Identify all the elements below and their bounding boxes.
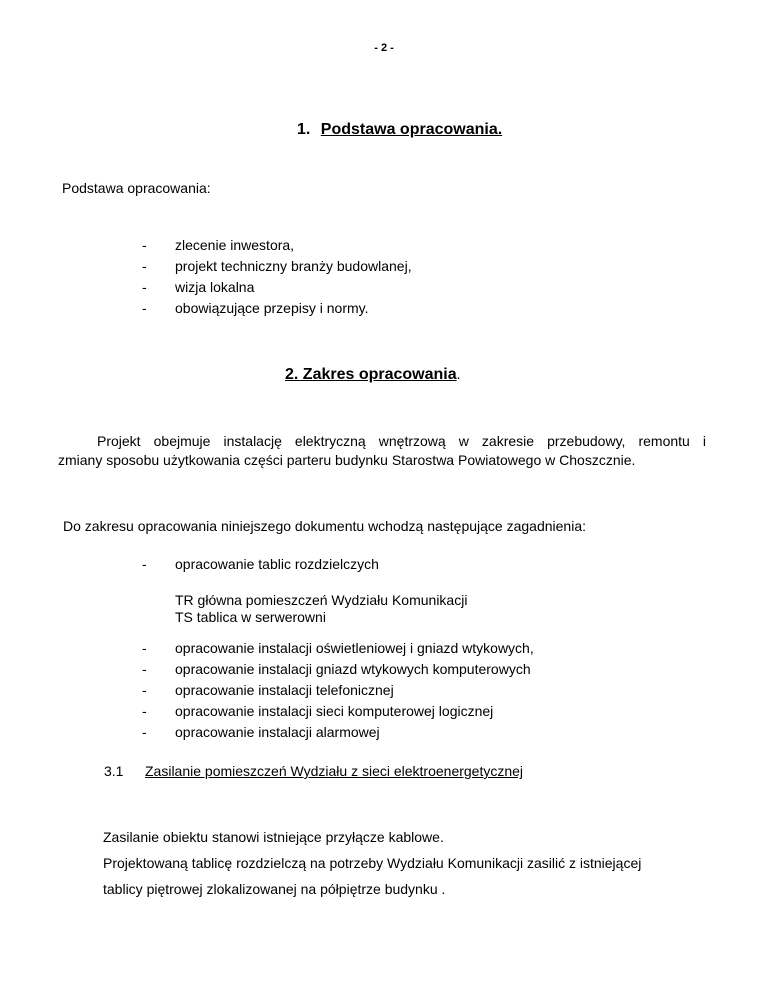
- board-tr: TR główna pomieszczeń Wydziału Komunikacji: [175, 592, 468, 608]
- scope-intro: Do zakresu opracowania niniejszego dokumentu wchodzą następujące zagadnienia:: [63, 518, 587, 534]
- section-1-number: 1.: [297, 121, 311, 138]
- dash-bullet: -: [142, 724, 147, 740]
- dash-bullet: -: [142, 258, 147, 274]
- section-2-title: 2. Zakres opracowania: [285, 366, 457, 383]
- dash-bullet: -: [142, 300, 147, 316]
- board-ts: TS tablica w serwerowni: [175, 609, 326, 625]
- page-number: - 2 -: [374, 42, 394, 54]
- list-item: - opracowanie instalacji oświetleniowej i gniazd wtykowych,: [175, 638, 534, 659]
- scope-first-list: [142, 554, 379, 575]
- body-line: Zasilanie obiektu stanowi istniejące przyłącze kablowe.: [103, 829, 444, 845]
- list-item: - opracowanie instalacji gniazd wtykowych komputerowych: [175, 659, 534, 680]
- section-3-1-number: 3.1: [104, 763, 124, 779]
- scope-list: [142, 638, 534, 743]
- section-2-heading: [285, 366, 461, 384]
- section-1-heading: [297, 121, 502, 139]
- distribution-boards: [175, 592, 467, 626]
- section-1-title: Podstawa opracowania.: [320, 121, 503, 138]
- list-item: - opracowanie instalacji telefonicznej: [175, 680, 534, 701]
- dash-bullet: -: [142, 237, 147, 253]
- section-2-title-suffix: .: [456, 366, 461, 382]
- dash-bullet: -: [142, 556, 147, 572]
- section-3-1-body: [103, 824, 641, 902]
- list-item: - obowiązujące przepisy i normy.: [175, 298, 412, 319]
- dash-bullet: -: [142, 703, 147, 719]
- dash-bullet: -: [142, 661, 147, 677]
- list-item: - wizja lokalna: [175, 277, 412, 298]
- section-3-1-title: Zasilanie pomieszczeń Wydziału z sieci elektroenergetycznej: [145, 763, 524, 779]
- dash-bullet: -: [142, 640, 147, 656]
- body-line: Projektowaną tablicę rozdzielczą na potrzeby Wydziału Komunikacji zasilić z istniejącej: [103, 855, 642, 871]
- dash-bullet: -: [142, 279, 147, 295]
- list-item: - opracowanie instalacji sieci komputerowej logicznej: [175, 701, 534, 722]
- list-item: - projekt techniczny branży budowlanej,: [175, 256, 412, 277]
- list-item: - zlecenie inwestora,: [175, 235, 412, 256]
- section-1-intro: Podstawa opracowania:: [62, 180, 211, 196]
- body-line: tablicy piętrowej zlokalizowanej na półpiętrze budynku .: [103, 881, 446, 897]
- list-item: - opracowanie instalacji alarmowej: [175, 722, 534, 743]
- section-1-list: [142, 235, 412, 319]
- dash-bullet: -: [142, 682, 147, 698]
- paragraph-line-2: zmiany sposobu użytkowania części parteru budynku Starostwa Powiatowego w Choszcznie.: [58, 452, 636, 468]
- section-2-paragraph: [58, 432, 706, 470]
- paragraph-line-1: Projekt obejmuje instalację elektryczną wnętrzową w zakresie przebudowy, remontu i: [97, 433, 706, 449]
- list-item: - opracowanie tablic rozdzielczych: [175, 554, 379, 575]
